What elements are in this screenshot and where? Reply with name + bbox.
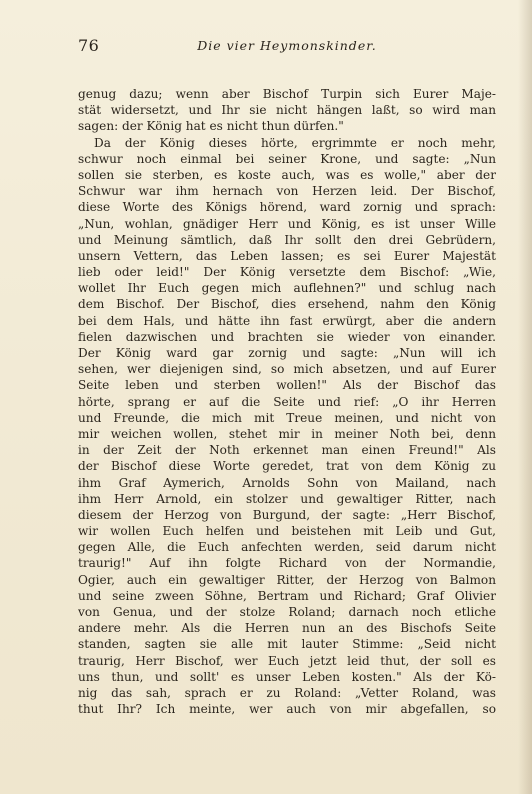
text-line: diese Worte des Königs hörend, ward zornig und sprach: <box>78 200 496 215</box>
text-line: und Meinung sämtlich, daß Ihr sollt den drei Gebrüdern, <box>78 232 496 247</box>
text-line: Seite leben und sterben wollen!" Als der Bischof das <box>78 378 496 393</box>
text-line: mir weichen wollen, stehet mir in meiner Noth bei, denn <box>78 426 496 441</box>
text-line: nig das sah, sprach er zu Roland: „Vetter Roland, was <box>78 685 496 700</box>
text-line: schwur noch einmal bei seiner Krone, und sagte: „Nun <box>78 151 496 166</box>
text-line: und Freunde, die mich mit Treue meinen, und nicht von <box>78 410 496 425</box>
text-line: hörte, sprang er auf die Seite und rief: „O ihr Herren <box>78 394 496 409</box>
text-line: traurig!" Auf ihn folgte Richard von der Normandie, <box>78 556 496 571</box>
text-line: standen, sagten sie alle mit lauter Stimme: „Seid nicht <box>78 637 496 652</box>
page-number: 76 <box>78 36 100 55</box>
text-line: unsern Vettern, das Leben lassen; es sei Eurer Majestät <box>78 248 496 263</box>
text-line: von Genua, und der stolze Roland; darnach noch etliche <box>78 605 496 619</box>
text-line: gegen Alle, die Euch anfechten werden, seid darum nicht <box>78 540 496 555</box>
text-line: Der König ward gar zornig und sagte: „Nun will ich <box>78 346 496 360</box>
text-line: genug dazu; wenn aber Bischof Turpin sich Eurer Maje- <box>78 87 496 101</box>
text-line: der Bischof diese Worte geredet, trat von dem König zu <box>78 459 496 474</box>
text-line: sagen: der König hat es nicht thun dürfen." <box>78 119 344 134</box>
running-title: Die vier Heymonskinder. <box>197 38 377 53</box>
text-line: sehen, wer diejenigen sind, so mich absetzen, und auf Eurer <box>78 362 496 377</box>
text-line: Ogier, auch ein gewaltiger Ritter, der Herzog von Balmon <box>78 572 496 587</box>
text-line: wollet Ihr Euch gegen mich auflehnen?" und schlug nach <box>78 281 496 296</box>
text-line: dem Bischof. Der Bischof, dies ersehend, nahm den König <box>78 297 496 312</box>
body-text <box>78 86 496 717</box>
text-line: wir wollen Euch helfen und beistehen mit Leib und Gut, <box>78 524 496 539</box>
text-line: lieb oder leid!" Der König versetzte dem Bischof: „Wie, <box>78 265 496 280</box>
text-line: uns thun, und sollt' es unser Leben kosten." Als der Kö- <box>78 669 496 684</box>
text-line: andere mehr. Als die Herren nun an des Bischofs Seite <box>78 621 496 636</box>
text-line: traurig, Herr Bischof, wer Euch jetzt leid thut, der soll es <box>78 653 496 668</box>
text-line: „Nun, wohlan, gnädiger Herr und König, es ist unser Wille <box>78 216 496 231</box>
text-line: in der Zeit der Noth erkennet man einen Freund!" Als <box>78 443 496 458</box>
text-line: fielen dazwischen und brachten sie wieder von einander. <box>78 329 496 344</box>
text-line: Schwur war ihm hernach von Herzen leid. Der Bischof, <box>78 184 496 199</box>
text-line: ihm Herr Arnold, ein stolzer und gewaltiger Ritter, nach <box>78 491 496 506</box>
text-line: bei dem Hals, und hätte ihn fast erwürgt, aber die andern <box>78 313 496 328</box>
text-line: diesem der Herzog von Burgund, der sagte: „Herr Bischof, <box>78 507 496 522</box>
text-line: und seine zween Söhne, Bertram und Richard; Graf Olivier <box>78 588 496 603</box>
text-line: thut Ihr? Ich meinte, wer auch von mir abgefallen, so <box>78 702 496 717</box>
text-line: ihm Graf Aymerich, Arnolds Sohn von Mailand, nach <box>78 475 496 490</box>
page-header <box>78 36 496 58</box>
text-line: Da der König dieses hörte, ergrimmte er noch mehr, <box>94 135 496 150</box>
page-edge-shadow <box>518 0 532 794</box>
text-line: stät widersetzt, und Ihr sie nicht hängen laßt, so wird man <box>78 103 496 118</box>
text-line: sollen sie sterben, es koste auch, was es wolle," aber der <box>78 167 496 182</box>
